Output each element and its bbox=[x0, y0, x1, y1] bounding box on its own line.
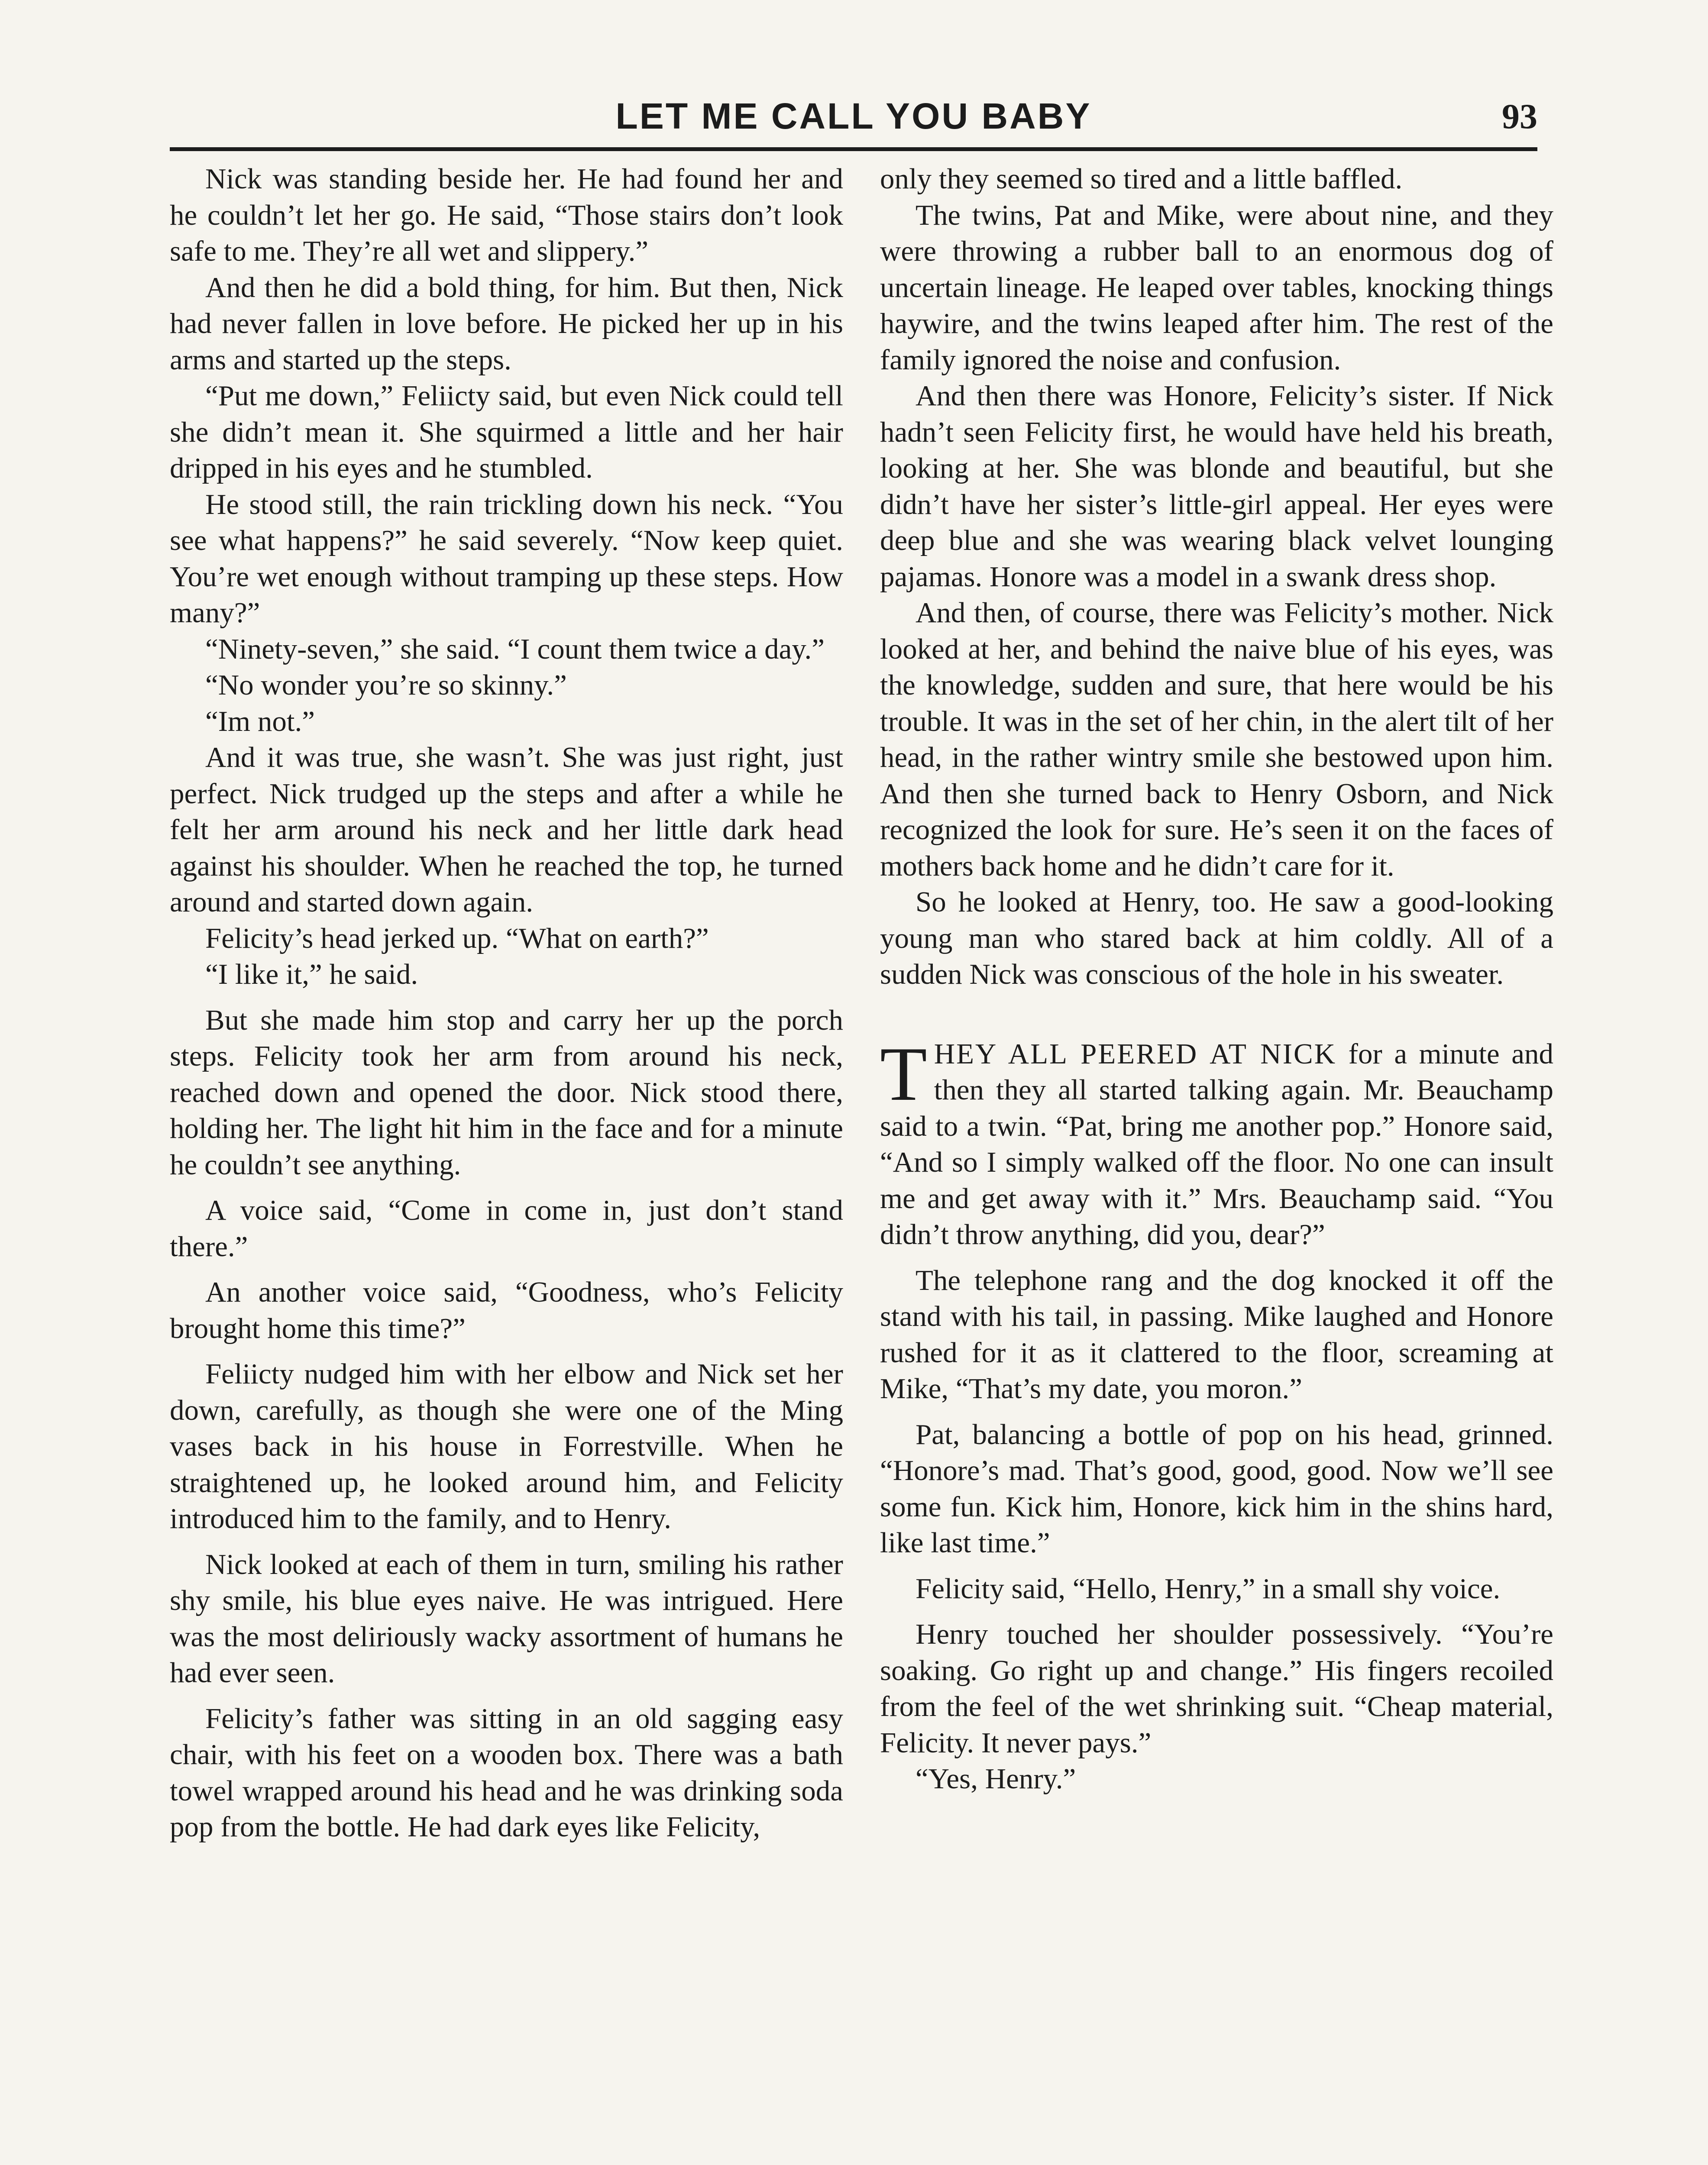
running-title: LET ME CALL YOU BABY bbox=[615, 96, 1092, 136]
paragraph: Feliicty nudged him with her elbow and Nick set her down, carefully, as though she were one of the Ming vases back in his house in Forrestville. When he straightened up, he looked around him, and Felicity introduced him to the family, and to Henry. bbox=[170, 1358, 843, 1535]
left-column bbox=[170, 161, 843, 1845]
paragraph: Nick looked at each of them in turn, smiling his rather shy smile, his blue eyes naive. He was intrigued. Here was the most deliriously wacky assortment of humans he had ever seen. bbox=[170, 1548, 843, 1689]
section-opening-text: for a minute and then they all started talking again. Mr. Beauchamp said to a twin. “Pat, bring me another pop.” Honore said, “And so I simply walked off the floor. No one can insult me and get away with it.” Mrs. Beauchamp said. “You didn’t throw anything, did you, dear?” bbox=[880, 1037, 1553, 1251]
paragraph: Felicity said, “Hello, Henry,” in a small shy voice. bbox=[915, 1572, 1501, 1605]
section-opening bbox=[880, 1031, 1553, 1253]
drop-cap: T bbox=[880, 1031, 927, 1117]
paragraph: Felicity’s head jerked up. “What on earth?” bbox=[205, 922, 709, 954]
paragraph: A voice said, “Come in come in, just don’t stand there.” bbox=[170, 1194, 843, 1263]
paragraph: Nick was standing beside her. He had found her and he couldn’t let her go. He said, “Those stairs don’t look safe to me. They’re all wet and slippery.” bbox=[170, 163, 843, 267]
paragraph: “No wonder you’re so skinny.” bbox=[205, 669, 567, 701]
paragraph: Felicity’s father was sitting in an old sagging easy chair, with his feet on a wooden box. There was a bath towel wrapped around his head and he was drinking soda pop from the bottle. He had dark eyes like Felicity, bbox=[170, 1702, 843, 1843]
page-header bbox=[170, 87, 1537, 152]
paragraph: “Put me down,” Feliicty said, but even Nick could tell she didn’t mean it. She squirmed a little and her hair dripped in his eyes and he stumbled. bbox=[170, 380, 843, 484]
paragraph: And then he did a bold thing, for him. But then, Nick had never fallen in love before. He picked her up in his arms and started up the steps. bbox=[170, 271, 843, 376]
paragraph: “I like it,” he said. bbox=[205, 958, 418, 990]
paragraph: But she made him stop and carry her up the porch steps. Felicity took her arm from around his neck, reached down and opened the door. Nick stood there, holding her. The light hit him in the face and for a minute he couldn’t see anything. bbox=[170, 1004, 843, 1181]
paragraph: And then, of course, there was Felicity’s mother. Nick looked at her, and behind the naive blue of his eyes, was the knowledge, sudden and sure, that here would be his trouble. It was in the set of her chin, in the alert tilt of her head, in the rather wintry smile she bestowed upon him. And then she turned back to Henry Osborn, and Nick recognized the look for sure. He’s seen it on the faces of mothers back home and he didn’t care for it. bbox=[880, 597, 1553, 882]
paragraph: So he looked at Henry, too. He saw a good-looking young man who stared back at him coldly. All of a sudden Nick was conscious of the hole in his sweater. bbox=[880, 886, 1553, 990]
paragraph: An another voice said, “Goodness, who’s Felicity brought home this time?” bbox=[170, 1276, 843, 1344]
header-rule bbox=[170, 147, 1537, 151]
section-opening-paragraph bbox=[880, 1031, 1553, 1253]
paragraph: “Yes, Henry.” bbox=[915, 1763, 1076, 1795]
paragraph: The twins, Pat and Mike, were about nine, and they were throwing a rubber ball to an enormous dog of uncertain lineage. He leaped over tables, knocking things haywire, and the twins leaped after him. The rest of the family ignored the noise and confusion. bbox=[880, 199, 1553, 376]
paragraph: “Ninety-seven,” she said. “I count them twice a day.” bbox=[205, 633, 825, 665]
section-lead-words: HEY ALL PEERED AT NICK bbox=[934, 1037, 1337, 1070]
paragraph: And it was true, she wasn’t. She was just right, just perfect. Nick trudged up the steps and after a while he felt her arm around his neck and her little dark head against his shoulder. When he reached the top, he turned around and started down again. bbox=[170, 741, 843, 918]
paragraph: only they seemed so tired and a little baffled. bbox=[880, 163, 1403, 195]
paragraph: He stood still, the rain trickling down his neck. “You see what happens?” he said severely. “Now keep quiet. You’re wet enough without tramping up these steps. How many?” bbox=[170, 488, 843, 629]
paragraph: And then there was Honore, Felicity’s sister. If Nick hadn’t seen Felicity first, he would have held his breath, looking at her. She was blonde and beautiful, but she didn’t have her sister’s little-girl appeal. Her eyes were deep blue and she was wearing black velvet lounging pajamas. Honore was a model in a swank dress shop. bbox=[880, 380, 1553, 593]
paragraph: Henry touched her shoulder possessively. “You’re soaking. Go right up and change.” His fingers recoiled from the feel of the wet shrinking suit. “Cheap material, Felicity. It never pays.” bbox=[880, 1618, 1553, 1759]
paragraph: Pat, balancing a bottle of pop on his head, grinned. “Honore’s mad. That’s good, good, good. Now we’ll see some fun. Kick him, Honore, kick him in the shins hard, like last time.” bbox=[880, 1418, 1553, 1559]
paragraph: “Im not.” bbox=[205, 705, 315, 737]
paragraph: The telephone rang and the dog knocked it off the stand with his tail, in passing. Mike laughed and Honore rushed for it as it clattered to the floor, screaming at Mike, “That’s my date, you moron.” bbox=[880, 1264, 1553, 1405]
page-number: 93 bbox=[1502, 97, 1537, 136]
right-column bbox=[880, 161, 1553, 1797]
